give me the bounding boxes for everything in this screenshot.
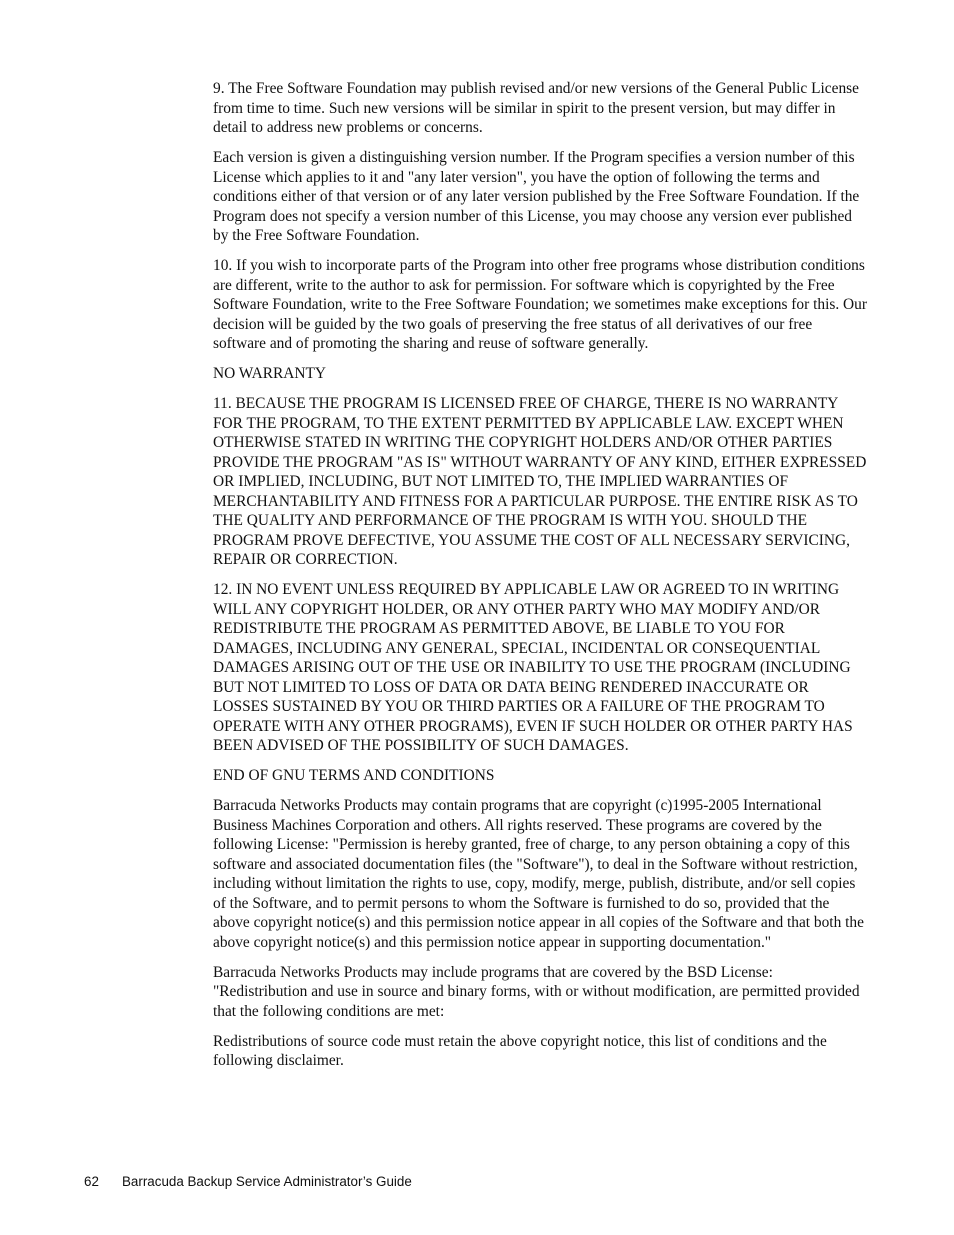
guide-title: Barracuda Backup Service Administrator’s Guide [122,1174,412,1189]
page-number: 62 [84,1174,99,1189]
page-footer [84,1174,412,1189]
paragraph-gpl-section-11: 11. BECAUSE THE PROGRAM IS LICENSED FREE OF CHARGE, THERE IS NO WARRANTY FOR THE PROGRAM, TO THE EXTENT PERMITTED BY APPLICABLE LAW. EXCEPT WHEN OTHERWISE STATED IN WRITING THE COPYRIGHT HOLDERS AND/OR OTHER PARTIES PROVIDE THE PROGRAM "AS IS" WITHOUT WARRANTY OF ANY KIND, EITHER EXPRESSED OR IMPLIED, INCLUDING, BUT NOT LIMITED TO, THE IMPLIED WARRANTIES OF MERCHANTABILITY AND FITNESS FOR A PARTICULAR PURPOSE. THE ENTIRE RISK AS TO THE QUALITY AND PERFORMANCE OF THE PROGRAM IS WITH YOU. SHOULD THE PROGRAM PROVE DEFECTIVE, YOU ASSUME THE COST OF ALL NECESSARY SERVICING, REPAIR OR CORRECTION. [213,395,867,568]
heading-no-warranty: NO WARRANTY [213,365,327,382]
paragraph-redistribution-condition: Redistributions of source code must retain the above copyright notice, this list of conditions and the following disclaimer. [213,1032,827,1069]
body-text [213,79,868,1081]
paragraph-gpl-section-12: 12. IN NO EVENT UNLESS REQUIRED BY APPLICABLE LAW OR AGREED TO IN WRITING WILL ANY COPYRIGHT HOLDER, OR ANY OTHER PARTY WHO MAY MODIFY AND/OR REDISTRIBUTE THE PROGRAM AS PERMITTED ABOVE, BE LIABLE TO YOU FOR DAMAGES, INCLUDING ANY GENERAL, SPECIAL, INCIDENTAL OR CONSEQUENTIAL DAMAGES ARISING OUT OF THE USE OR INABILITY TO USE THE PROGRAM (INCLUDING BUT NOT LIMITED TO LOSS OF DATA OR DATA BEING RENDERED INACCURATE OR LOSSES SUSTAINED BY YOU OR THIRD PARTIES OR A FAILURE OF THE PROGRAM TO OPERATE WITH ANY OTHER PROGRAMS), EVEN IF SUCH HOLDER OR OTHER PARTY HAS BEEN ADVISED OF THE POSSIBILITY OF SUCH DAMAGES. [213,581,853,754]
paragraph-ibm-license: Barracuda Networks Products may contain programs that are copyright (c)1995-2005 International Business Machines Corporation and others. All rights reserved. These programs are covered by the following License: "Permission is hereby granted, free of charge, to any person obtaining a copy of this software and associated documentation files (the "Software"), to deal in the Software without restriction, including without limitation the rights to use, copy, modify, merge, publish, distribute, and/or sell copies of the Software, and to permit persons to whom the Software is furnished to do so, provided that the above copyright notice(s) and this permission notice appear in all copies of the Software and that both the above copyright notice(s) and this permission notice appear in supporting documentation." [213,797,864,951]
heading-end-of-terms: END OF GNU TERMS AND CONDITIONS [213,767,495,784]
paragraph-version-number: Each version is given a distinguishing version number. If the Program specifies a version number of this License which applies to it and "any later version", you have the option of following the terms and conditions either of that version or of any later version published by the Free Software Foundation. If the Program does not specify a version number of this License, you may choose any version ever published by the Free Software Foundation. [213,149,860,244]
paragraph-gpl-section-9: 9. The Free Software Foundation may publish revised and/or new versions of the General Public License from time to time. Such new versions will be similar in spirit to the present version, but may differ in detail to address new problems or concerns. [213,80,859,136]
paragraph-bsd-license: Barracuda Networks Products may include programs that are covered by the BSD License: "Redistribution and use in source and binary forms, with or without modification, are permitted provided that the following conditions are met: [213,963,860,1020]
paragraph-gpl-section-10: 10. If you wish to incorporate parts of the Program into other free programs whose distribution conditions are different, write to the author to ask for permission. For software which is copyrighted by the Free Software Foundation, write to the Free Software Foundation; we sometimes make exceptions for this. Our decision will be guided by the two goals of preserving the free status of all derivatives of our free software and of promoting the sharing and reuse of software generally. [213,257,867,352]
